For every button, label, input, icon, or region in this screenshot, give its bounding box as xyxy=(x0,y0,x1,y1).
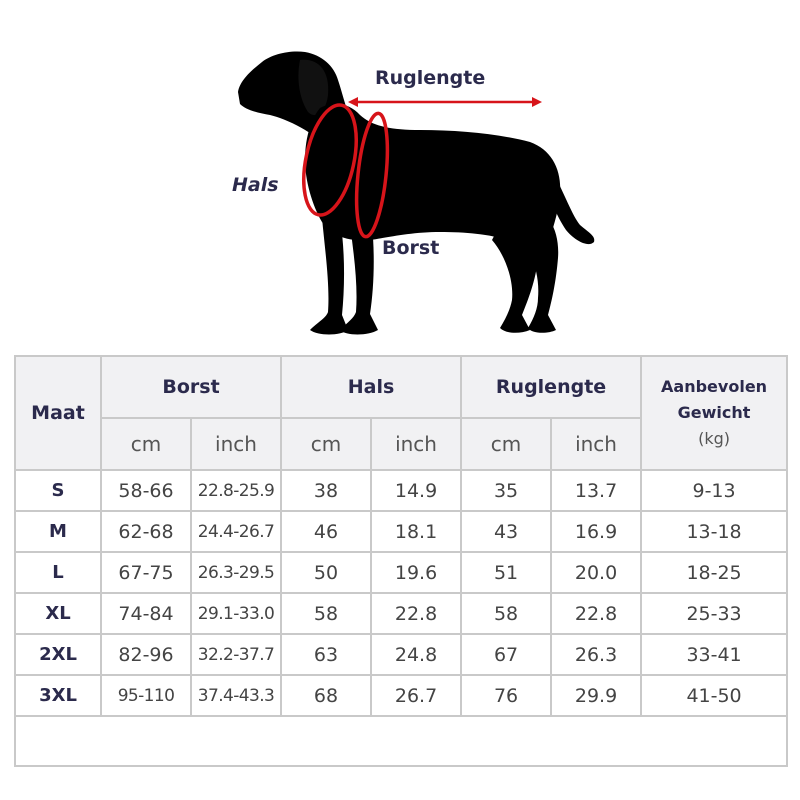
back-cm-cell: 67 xyxy=(461,634,551,675)
chest-cm-cell: 67-75 xyxy=(101,552,191,593)
back-inch-cell: 22.8 xyxy=(551,593,641,634)
weight-header-line2: Gewicht xyxy=(677,403,751,422)
weight-cell: 18-25 xyxy=(641,552,787,593)
back-length-arrow-right-head xyxy=(532,97,542,107)
chest-group-header: Borst xyxy=(101,356,281,418)
size-cell: M xyxy=(15,511,101,552)
neck-cm-cell: 38 xyxy=(281,470,371,511)
chest-inch-cell: 24.4-26.7 xyxy=(191,511,281,552)
back-inch-header: inch xyxy=(551,418,641,470)
size-table xyxy=(14,355,788,767)
back-inch-cell: 16.9 xyxy=(551,511,641,552)
chest-cm-cell: 58-66 xyxy=(101,470,191,511)
weight-header-unit: (kg) xyxy=(698,429,730,448)
table-header-groups xyxy=(15,356,787,418)
dog-measurement-diagram xyxy=(0,0,800,350)
size-cell: L xyxy=(15,552,101,593)
back-cm-cell: 35 xyxy=(461,470,551,511)
chest-cm-cell: 74-84 xyxy=(101,593,191,634)
weight-column-header xyxy=(641,356,787,470)
back-inch-cell: 29.9 xyxy=(551,675,641,716)
back-length-label: Ruglengte xyxy=(375,67,486,89)
neck-cm-cell: 50 xyxy=(281,552,371,593)
chest-inch-cell: 22.8-25.9 xyxy=(191,470,281,511)
size-cell: S xyxy=(15,470,101,511)
back-cm-header: cm xyxy=(461,418,551,470)
chest-cm-cell: 95-110 xyxy=(101,675,191,716)
chest-label: Borst xyxy=(382,237,440,259)
back-length-arrow-left-head xyxy=(348,97,358,107)
table-row xyxy=(15,675,787,716)
neck-cm-cell: 46 xyxy=(281,511,371,552)
table-row xyxy=(15,634,787,675)
empty-cell xyxy=(15,716,787,766)
back-cm-cell: 51 xyxy=(461,552,551,593)
weight-cell: 25-33 xyxy=(641,593,787,634)
table-row xyxy=(15,470,787,511)
neck-cm-header: cm xyxy=(281,418,371,470)
neck-inch-cell: 19.6 xyxy=(371,552,461,593)
chest-inch-header: inch xyxy=(191,418,281,470)
weight-cell: 13-18 xyxy=(641,511,787,552)
neck-inch-cell: 26.7 xyxy=(371,675,461,716)
size-cell: 3XL xyxy=(15,675,101,716)
weight-cell: 9-13 xyxy=(641,470,787,511)
weight-cell: 33-41 xyxy=(641,634,787,675)
back-inch-cell: 26.3 xyxy=(551,634,641,675)
chest-cm-header: cm xyxy=(101,418,191,470)
back-cm-cell: 76 xyxy=(461,675,551,716)
back-cm-cell: 58 xyxy=(461,593,551,634)
chest-inch-cell: 26.3-29.5 xyxy=(191,552,281,593)
size-cell: XL xyxy=(15,593,101,634)
neck-inch-header: inch xyxy=(371,418,461,470)
back-inch-cell: 20.0 xyxy=(551,552,641,593)
neck-label: Hals xyxy=(232,174,279,196)
neck-inch-cell: 14.9 xyxy=(371,470,461,511)
neck-cm-cell: 68 xyxy=(281,675,371,716)
size-column-header: Maat xyxy=(15,356,101,470)
chest-inch-cell: 37.4-43.3 xyxy=(191,675,281,716)
chest-inch-cell: 32.2-37.7 xyxy=(191,634,281,675)
table-row xyxy=(15,593,787,634)
neck-group-header: Hals xyxy=(281,356,461,418)
neck-cm-cell: 63 xyxy=(281,634,371,675)
dog-silhouette xyxy=(238,51,594,334)
neck-inch-cell: 22.8 xyxy=(371,593,461,634)
weight-cell: 41-50 xyxy=(641,675,787,716)
weight-header-line1: Aanbevolen xyxy=(661,377,768,396)
chest-cm-cell: 62-68 xyxy=(101,511,191,552)
dog-front-leg-right xyxy=(340,225,378,335)
table-row xyxy=(15,552,787,593)
chest-cm-cell: 82-96 xyxy=(101,634,191,675)
back-group-header: Ruglengte xyxy=(461,356,641,418)
chest-inch-cell: 29.1-33.0 xyxy=(191,593,281,634)
size-cell: 2XL xyxy=(15,634,101,675)
back-inch-cell: 13.7 xyxy=(551,470,641,511)
back-cm-cell: 43 xyxy=(461,511,551,552)
table-empty-row xyxy=(15,716,787,766)
neck-cm-cell: 58 xyxy=(281,593,371,634)
neck-inch-cell: 18.1 xyxy=(371,511,461,552)
neck-inch-cell: 24.8 xyxy=(371,634,461,675)
table-row xyxy=(15,511,787,552)
